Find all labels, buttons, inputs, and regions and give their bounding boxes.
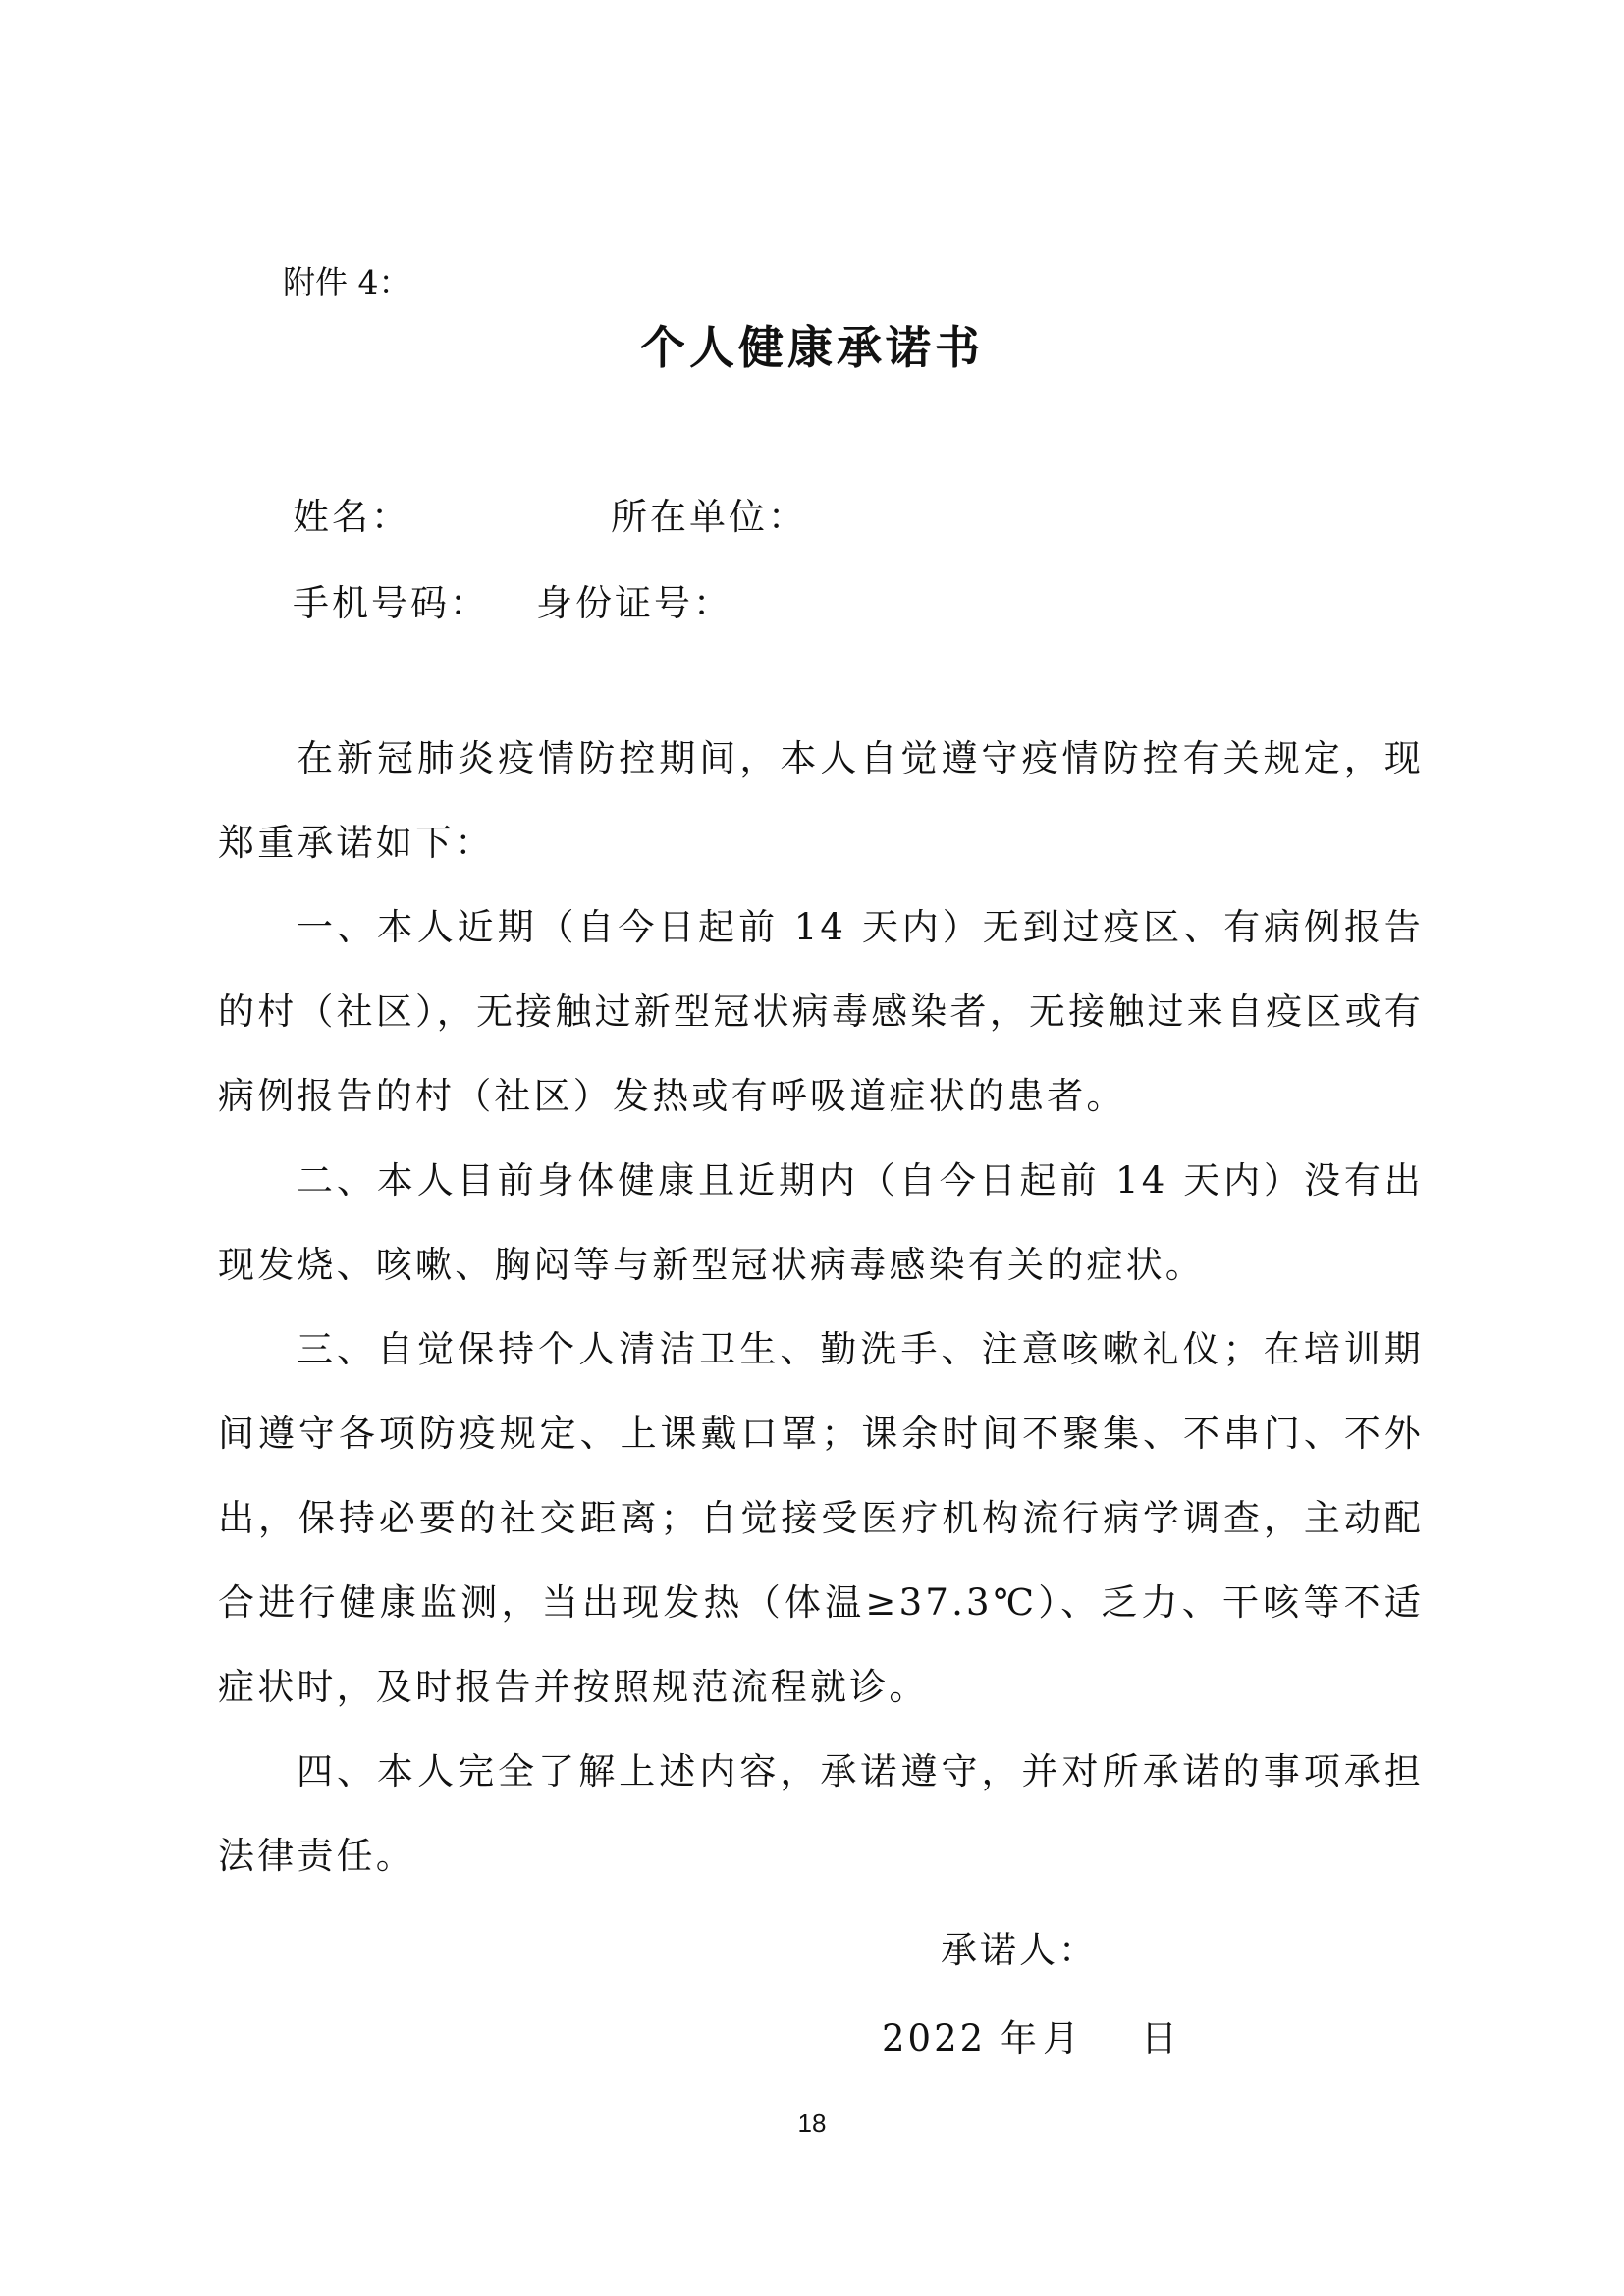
unit-label: 所在单位： — [611, 496, 807, 538]
page-number: 18 — [797, 2109, 827, 2138]
date-day: 日 — [1141, 2017, 1180, 2059]
commitment-item-1: 一、本人近期（自今日起前 14 天内）无到过疫区、有病例报告的村（社区），无接触过新型冠状病毒感染者，无接触过来自疫区或有病例报告的村（社区）发热或有呼吸道症状的患者。 — [218, 906, 1424, 1117]
date-month: 月 — [1043, 2017, 1082, 2059]
date-year: 2022 年 — [882, 2017, 1040, 2059]
commitment-item-2: 二、本人目前身体健康且近期内（自今日起前 14 天内）没有出现发烧、咳嗽、胸闷等与新型冠状病毒感染有关的症状。 — [218, 1159, 1424, 1286]
commitment-item-4: 四、本人完全了解上述内容，承诺遵守，并对所承诺的事项承担法律责任。 — [218, 1750, 1424, 1877]
intro-paragraph: 在新冠肺炎疫情防控期间，本人自觉遵守疫情防控有关规定，现郑重承诺如下： — [218, 737, 1424, 864]
commitment-item-3: 三、自觉保持个人清洁卫生、勤洗手、注意咳嗽礼仪；在培训期间遵守各项防疫规定、上课戴口罩；课余时间不聚集、不串门、不外出，保持必要的社交距离；自觉接受医疗机构流行病学调查，主动配合进行健康监测，当出现发热（体温≥37.3℃）、乏力、干咳等不适症状时，及时报告并按照规范流程就诊。 — [218, 1328, 1424, 1708]
phone-label: 手机号码： — [293, 582, 489, 624]
document-title: 个人健康承诺书 — [640, 321, 984, 374]
id-number-label: 身份证号： — [536, 582, 732, 624]
attachment-label: 附件 4： — [283, 263, 411, 301]
name-label: 姓名： — [293, 496, 410, 538]
signer-label: 承诺人： — [941, 1929, 1098, 1971]
